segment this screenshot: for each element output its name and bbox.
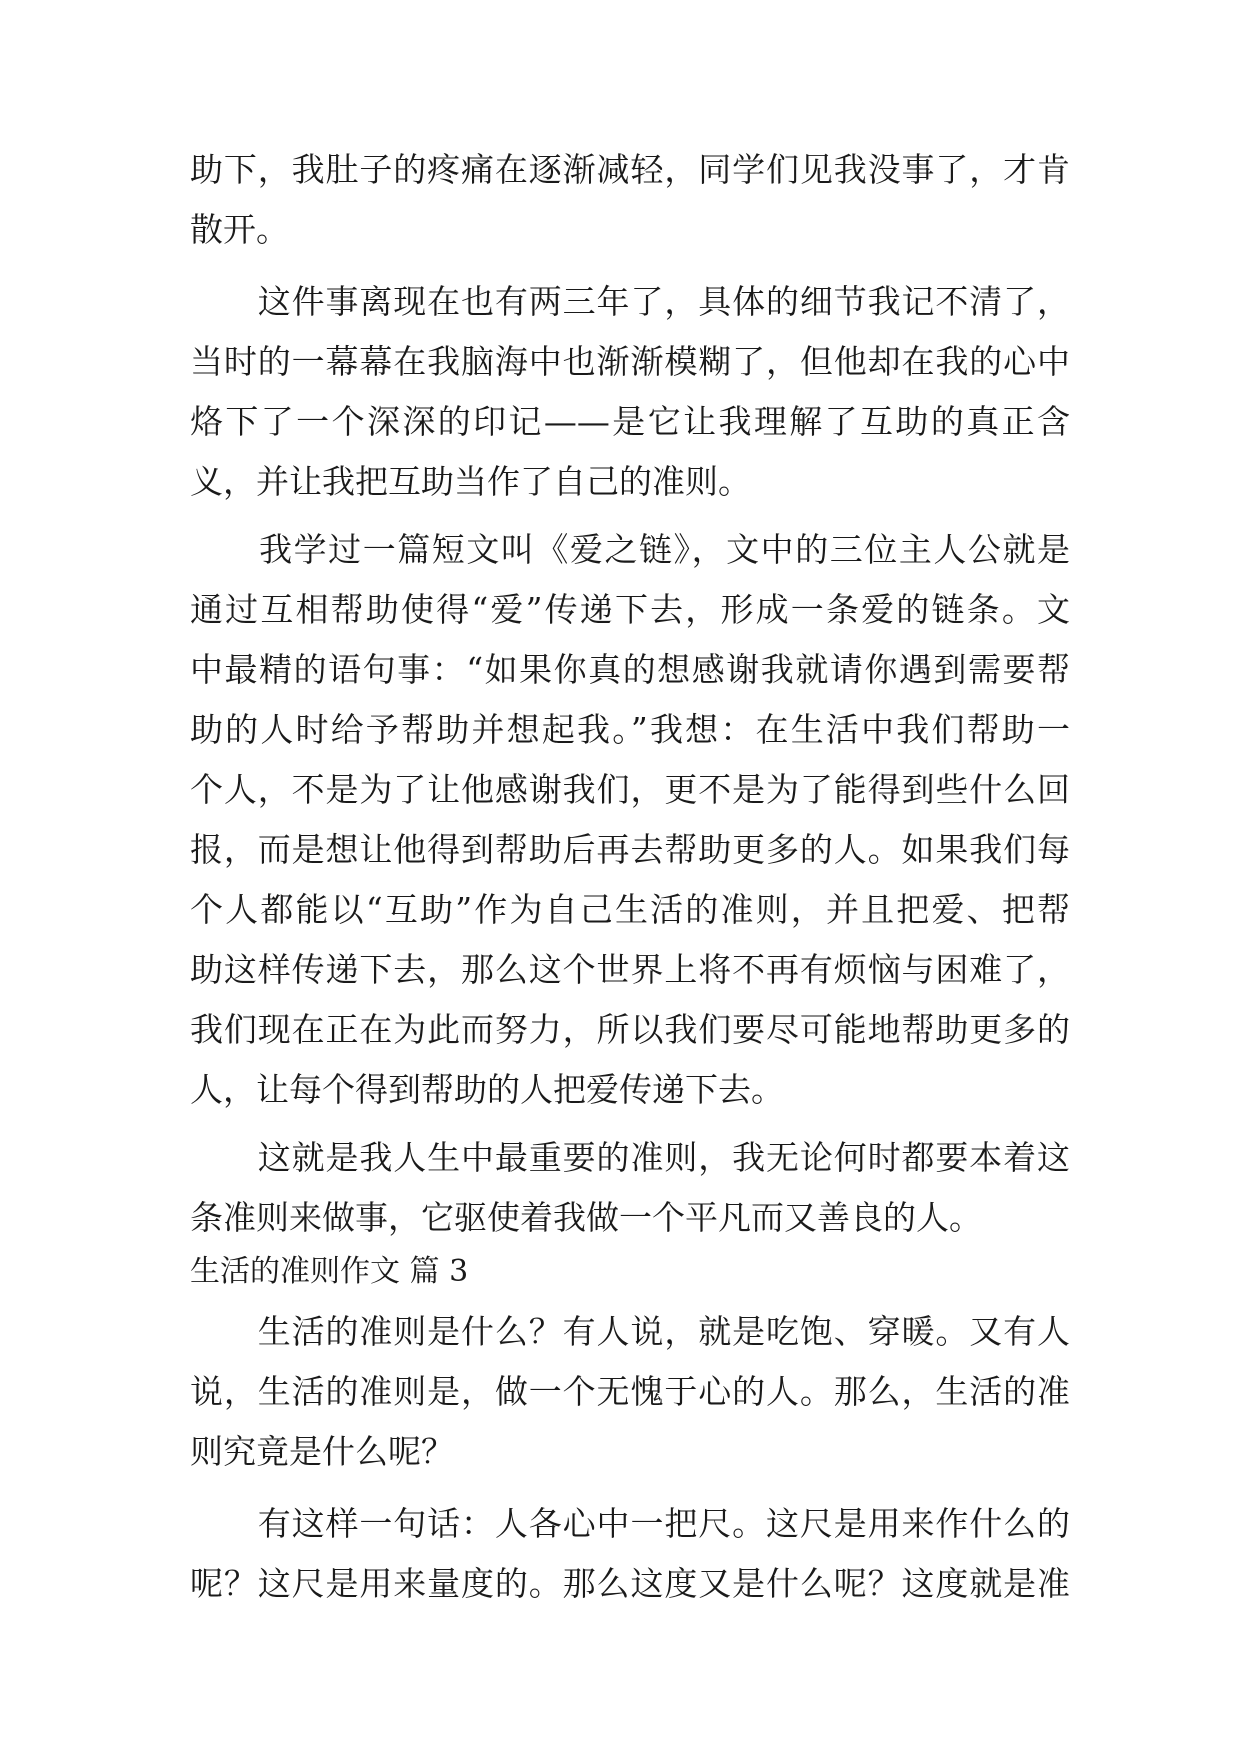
text-line: 呢？这尺是用来量度的。那么这度又是什么呢？这度就是准 — [190, 1564, 1070, 1603]
text-line: 个人，不是为了让他感谢我们，更不是为了能得到些什么回 — [190, 770, 1070, 809]
text-line: 报，而是想让他得到帮助后再去帮助更多的人。如果我们每 — [190, 830, 1070, 869]
text-line: 则究竟是什么呢？ — [190, 1432, 454, 1471]
text-line: 我们现在正在为此而努力，所以我们要尽可能地帮助更多的 — [190, 1010, 1070, 1049]
text-line: 人，让每个得到帮助的人把爱传递下去。 — [190, 1070, 784, 1109]
section-heading: 生活的准则作文 篇 3 — [190, 1254, 469, 1289]
text-line: 这就是我人生中最重要的准则，我无论何时都要本着这 — [190, 1138, 1070, 1177]
text-line: 助的人时给予帮助并想起我。”我想：在生活中我们帮助一 — [190, 710, 1070, 749]
text-line: 助下，我肚子的疼痛在逐渐减轻，同学们见我没事了，才肯 — [190, 150, 1070, 189]
text-line: 散开。 — [190, 210, 289, 249]
text-line: 条准则来做事，它驱使着我做一个平凡而又善良的人。 — [190, 1198, 982, 1237]
text-line: 中最精的语句事：“如果你真的想感谢我就请你遇到需要帮 — [190, 650, 1070, 689]
text-line: 通过互相帮助使得“爱”传递下去，形成一条爱的链条。文 — [190, 590, 1070, 629]
text-line: 我学过一篇短文叫《爱之链》，文中的三位主人公就是 — [190, 530, 1070, 569]
text-line: 个人都能以“互助”作为自己生活的准则，并且把爱、把帮 — [190, 890, 1070, 929]
text-line: 有这样一句话：人各心中一把尺。这尺是用来作什么的 — [190, 1504, 1070, 1543]
text-line: 助这样传递下去，那么这个世界上将不再有烦恼与困难了， — [190, 950, 1070, 989]
text-line: 生活的准则是什么？有人说，就是吃饱、穿暖。又有人 — [190, 1312, 1070, 1351]
text-line: 这件事离现在也有两三年了，具体的细节我记不清了， — [190, 282, 1070, 321]
text-line: 烙下了一个深深的印记——是它让我理解了互助的真正含 — [190, 402, 1070, 441]
text-line: 义，并让我把互助当作了自己的准则。 — [190, 462, 751, 501]
text-line: 说，生活的准则是，做一个无愧于心的人。那么，生活的准 — [190, 1372, 1070, 1411]
text-line: 当时的一幕幕在我脑海中也渐渐模糊了，但他却在我的心中 — [190, 342, 1070, 381]
